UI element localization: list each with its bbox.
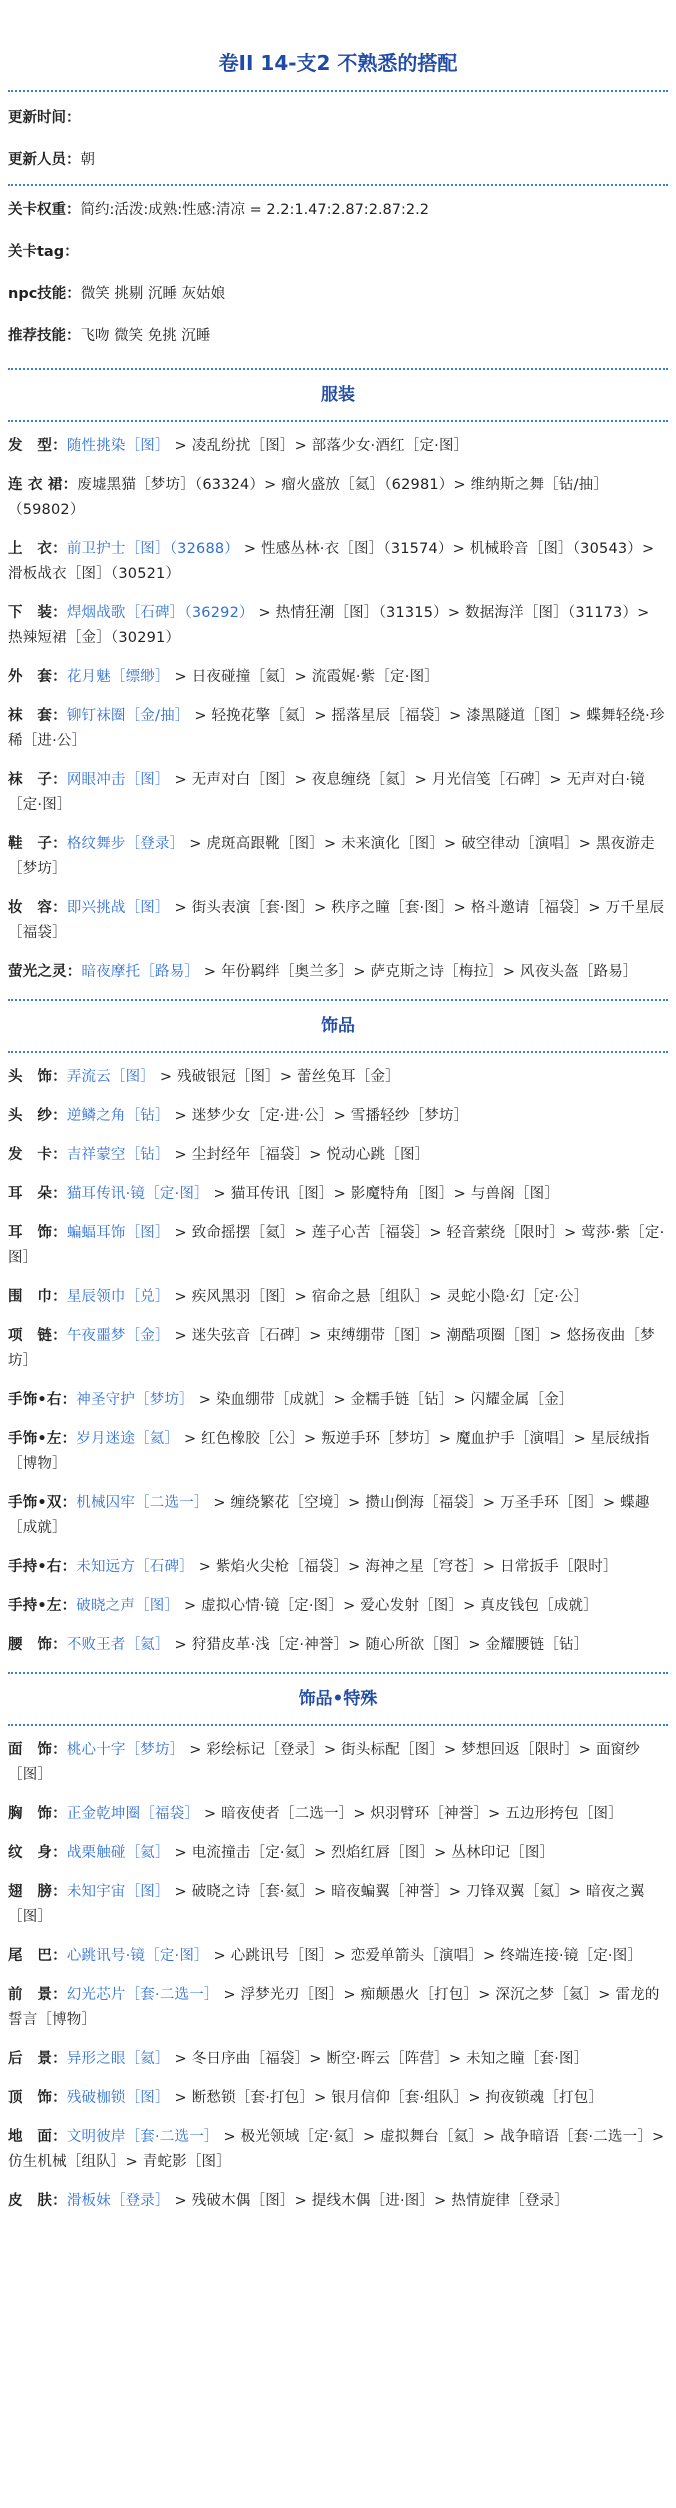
stage-key: 关卡tag： bbox=[8, 244, 79, 260]
slot-label: 皮 肤： bbox=[8, 2193, 67, 2209]
slot-label: 下 装： bbox=[8, 605, 67, 621]
recommended-item-link[interactable]: 正金乾坤圈［福袋］ bbox=[66, 1806, 200, 1822]
alternative-items: > 紫焰火尖枪［福袋］> 海神之星［穹苍］> 日常扳手［限时］ bbox=[198, 1559, 618, 1575]
alternative-items: > 性感丛林·衣［图］（31574）> 机械聆音［图］（30543）> 滑板战衣［图］（30521） bbox=[8, 541, 655, 582]
slot-label: 头 纱： bbox=[8, 1108, 67, 1124]
slot-label: 袜 套： bbox=[8, 708, 67, 724]
slot-label: 面 饰： bbox=[8, 1742, 67, 1758]
slot-label: 耳 朵： bbox=[8, 1186, 67, 1202]
item-row bbox=[4, 1285, 672, 1310]
slot-label: 发 型： bbox=[8, 438, 67, 454]
recommended-item-link[interactable]: 星辰领巾［兑］ bbox=[66, 1289, 170, 1305]
slot-label: 萤光之灵： bbox=[8, 964, 82, 980]
recommended-item-link[interactable]: 即兴挑战［图］ bbox=[66, 900, 170, 916]
recommended-item-link[interactable]: 格纹舞步［登录］ bbox=[66, 836, 185, 852]
recommended-item-link[interactable]: 岁月迷途［氦］ bbox=[76, 1431, 180, 1447]
item-row bbox=[4, 1182, 672, 1207]
item-row bbox=[4, 2047, 672, 2072]
recommended-item-link[interactable]: 猫耳传讯·镜［定·图］ bbox=[66, 1186, 209, 1202]
slot-label: 尾 巴： bbox=[8, 1948, 67, 1964]
item-row bbox=[4, 1633, 672, 1658]
item-row bbox=[4, 1388, 672, 1413]
section-title: 饰品 bbox=[321, 1016, 355, 1036]
alternative-items: > 致命摇摆［氦］> 莲子心苦［福袋］> 轻音萦绕［限时］> 莺莎·紫［定·图］ bbox=[8, 1225, 665, 1266]
alternative-items: > 缠绕繁花［空境］> 攒山倒海［福袋］> 万圣手环［图］> 蝶趣［成就］ bbox=[8, 1495, 650, 1536]
alternative-items: > 心跳讯号［图］> 恋爱单箭头［演唱］> 终端连接·镜［定·图］ bbox=[213, 1948, 643, 1964]
alternative-items: > 年份羁绊［奥兰多］> 萨克斯之诗［梅拉］> 风夜头盔［路易］ bbox=[203, 964, 638, 980]
slot-label: 鞋 子： bbox=[8, 836, 67, 852]
slot-label: 手饰•左： bbox=[8, 1431, 77, 1447]
recommended-item-link[interactable]: 未知远方［石碑］ bbox=[76, 1559, 194, 1575]
meta-line bbox=[4, 108, 672, 128]
recommended-item-link[interactable]: 铆钉袜圈［金/抽］ bbox=[66, 708, 190, 724]
recommended-item-link[interactable]: 滑板妹［登录］ bbox=[66, 2193, 170, 2209]
item-row bbox=[4, 1880, 672, 1930]
slot-label: 上 衣： bbox=[8, 541, 67, 557]
item-row bbox=[4, 704, 672, 754]
slot-label: 翅 膀： bbox=[8, 1884, 67, 1900]
alternative-items: > 虎斑高跟靴［图］> 未来演化［图］> 破空律动［演唱］> 黑夜游走［梦坊］ bbox=[8, 836, 655, 877]
slot-label: 后 景： bbox=[8, 2051, 67, 2067]
slot-label: 围 巾： bbox=[8, 1289, 67, 1305]
alternative-items: > 热情狂潮［图］（31315）> 数据海洋［图］（31173）> 热辣短裙［金］（30291） bbox=[8, 605, 650, 646]
alternative-items: > 红色橡胶［公］> 叛逆手环［梦坊］> 魔血护手［演唱］> 星辰绒指［博物］ bbox=[8, 1431, 650, 1472]
slot-label: 耳 饰： bbox=[8, 1225, 67, 1241]
stage-line bbox=[4, 242, 672, 262]
item-row bbox=[4, 2125, 672, 2175]
slot-label: 发 卡： bbox=[8, 1147, 67, 1163]
alternative-items: > 疾风黑羽［图］> 宿命之悬［组队］> 灵蛇小隐·幻［定·公］ bbox=[174, 1289, 589, 1305]
item-row bbox=[4, 434, 672, 459]
slot-label: 外 套： bbox=[8, 669, 67, 685]
item-row bbox=[4, 601, 672, 651]
recommended-item-link[interactable]: 午夜噩梦［金］ bbox=[66, 1328, 170, 1344]
stage-line bbox=[4, 284, 672, 304]
recommended-item-link[interactable]: 桃心十字［梦坊］ bbox=[66, 1742, 185, 1758]
meta-block bbox=[4, 108, 672, 170]
meta-key: 更新人员： bbox=[8, 152, 81, 168]
alternative-items: > 凌乱纷扰［图］> 部落少女·酒红［定·图］ bbox=[174, 438, 469, 454]
item-row bbox=[4, 473, 672, 523]
item-row bbox=[4, 665, 672, 690]
recommended-item-link[interactable]: 破晓之声［图］ bbox=[76, 1598, 180, 1614]
item-row bbox=[4, 1594, 672, 1619]
alternative-items: > 破晓之诗［套·氦］> 暗夜蝙翼［神誉］> 刀锋双翼［氦］> 暗夜之翼［图］ bbox=[8, 1884, 645, 1925]
recommended-item-link[interactable]: 文明彼岸［套·二选一］ bbox=[66, 2129, 219, 2145]
slot-label: 腰 饰： bbox=[8, 1637, 67, 1653]
alternative-items: > 极光领域［定·氦］> 虚拟舞台［氦］> 战争暗语［套·二选一］> 仿生机械［组队］> 青蛇影［图］ bbox=[8, 2129, 665, 2170]
alternative-items: > 狩猎皮革·浅［定·神誉］> 随心所欲［图］> 金耀腰链［钻］ bbox=[174, 1637, 589, 1653]
stage-line bbox=[4, 326, 672, 346]
alternative-items: > 无声对白［图］> 夜息缠绕［氦］> 月光信笺［石碑］> 无声对白·镜［定·图］ bbox=[8, 772, 645, 813]
recommended-item-link[interactable]: 不败王者［氦］ bbox=[66, 1637, 170, 1653]
sections bbox=[4, 368, 672, 2214]
recommended-item-link[interactable]: 异形之眼［氦］ bbox=[66, 2051, 170, 2067]
slot-label: 前 景： bbox=[8, 1987, 67, 2003]
recommended-item-link[interactable]: 前卫护士［图］（32688） bbox=[66, 541, 239, 557]
slot-label: 地 面： bbox=[8, 2129, 67, 2145]
slot-label: 胸 饰： bbox=[8, 1806, 67, 1822]
alternative-items: > 街头表演［套·图］> 秩序之瞳［套·图］> 格斗邀请［福袋］> 万千星辰［福袋］ bbox=[8, 900, 665, 941]
page-title: 卷II 14-支2 不熟悉的搭配 bbox=[218, 51, 458, 75]
alternative-items: > 彩绘标记［登录］> 街头标配［图］> 梦想回返［限时］> 面窗纱［图］ bbox=[8, 1742, 641, 1783]
alternative-items: > 冬日序曲［福袋］> 断空·晖云［阵营］> 未知之瞳［套·图］ bbox=[174, 2051, 589, 2067]
stage-line bbox=[4, 200, 672, 220]
item-row bbox=[4, 768, 672, 818]
item-row bbox=[4, 537, 672, 587]
item-row bbox=[4, 1491, 672, 1541]
section-title: 饰品•特殊 bbox=[298, 1689, 378, 1709]
meta-value: 朝 bbox=[80, 152, 95, 168]
alternative-items: > 尘封经年［福袋］> 悦动心跳［图］ bbox=[174, 1147, 430, 1163]
item-row bbox=[4, 1104, 672, 1129]
recommended-item-link[interactable]: 逆鳞之角［钻］ bbox=[66, 1108, 170, 1124]
item-row bbox=[4, 832, 672, 882]
recommended-item-link[interactable]: 弄流云［图］ bbox=[66, 1069, 156, 1085]
item-row bbox=[4, 1143, 672, 1168]
item-row bbox=[4, 896, 672, 946]
recommended-item-link[interactable]: 暗夜摩托［路易］ bbox=[81, 964, 200, 980]
alternative-items: > 染血绷带［成就］> 金糯手链［钻］> 闪耀金属［金］ bbox=[198, 1392, 574, 1408]
item-row bbox=[4, 1738, 672, 1788]
item-row bbox=[4, 1802, 672, 1827]
recommended-item-link[interactable]: 吉祥蒙空［钻］ bbox=[66, 1147, 170, 1163]
alternative-items: > 残破木偶［图］> 提线木偶［进·图］> 热情旋律［登录］ bbox=[174, 2193, 569, 2209]
stage-key: 推荐技能： bbox=[8, 328, 81, 344]
item-row bbox=[4, 1221, 672, 1271]
alternative-items: > 迷梦少女［定·进·公］> 雪播轻纱［梦坊］ bbox=[174, 1108, 469, 1124]
slot-label: 连 衣 裙： bbox=[8, 477, 78, 493]
stage-block bbox=[4, 200, 672, 346]
recommended-item-link[interactable]: 幻光芯片［套·二选一］ bbox=[66, 1987, 219, 2003]
recommended-item-link[interactable]: 残破枷锁［图］ bbox=[66, 2090, 170, 2106]
slot-label: 手饰•右： bbox=[8, 1392, 77, 1408]
meta-line bbox=[4, 150, 672, 170]
recommended-item-link[interactable]: 蝙蝠耳饰［图］ bbox=[66, 1225, 170, 1241]
alternative-items: > 轻挽花擎［氦］> 摇落星辰［福袋］> 漆黑隧道［图］> 蝶舞轻绕·珍稀［进·公］ bbox=[8, 708, 665, 749]
recommended-item-link[interactable]: 未知宇宙［图］ bbox=[66, 1884, 170, 1900]
item-row bbox=[4, 1065, 672, 1090]
recommended-item-link[interactable]: 随性挑染［图］ bbox=[66, 438, 170, 454]
slot-label: 手饰•双： bbox=[8, 1495, 77, 1511]
alternative-items: > 猫耳传讯［图］> 影魔特角［图］> 与兽阁［图］ bbox=[213, 1186, 560, 1202]
alternative-items: > 虚拟心情·镜［定·图］> 爱心发射［图］> 真皮钱包［成就］ bbox=[184, 1598, 598, 1614]
meta-key: 更新时间： bbox=[8, 110, 81, 126]
item-row bbox=[4, 1555, 672, 1580]
item-row bbox=[4, 2086, 672, 2111]
recommended-item-link[interactable]: 战栗触碰［氦］ bbox=[66, 1845, 170, 1861]
item-row bbox=[4, 1841, 672, 1866]
item-row bbox=[4, 1983, 672, 2033]
stage-value: 微笑 挑剔 沉睡 灰姑娘 bbox=[80, 286, 226, 302]
slot-label: 顶 饰： bbox=[8, 2090, 67, 2106]
item-row bbox=[4, 1427, 672, 1477]
recommended-item-link[interactable]: 焊烟战歌［石碑］（36292） bbox=[66, 605, 254, 621]
section-title: 服装 bbox=[321, 385, 355, 405]
recommended-item-link[interactable]: 网眼冲击［图］ bbox=[66, 772, 170, 788]
stage-key: npc技能： bbox=[8, 286, 81, 302]
alternative-items: > 暗夜使者［二选一］> 炽羽臂环［神誉］> 五边形挎包［图］ bbox=[203, 1806, 623, 1822]
recommended-item-link[interactable]: 心跳讯号·镜［定·图］ bbox=[66, 1948, 209, 1964]
alternative-items: > 迷失弦音［石碑］> 束缚绷带［图］> 潮酷项圈［图］> 悠扬夜曲［梦坊］ bbox=[8, 1328, 655, 1369]
alternative-items: > 残破银冠［图］> 蕾丝兔耳［金］ bbox=[159, 1069, 400, 1085]
slot-label: 袜 子： bbox=[8, 772, 67, 788]
slot-label: 项 链： bbox=[8, 1328, 67, 1344]
stage-key: 关卡权重： bbox=[8, 202, 81, 218]
alternative-items: 废墟黑猫［梦坊］（63324）> 瘤火盛放［氦］（62981）> 维纳斯之舞［钻/抽］（59802） bbox=[8, 477, 609, 518]
slot-label: 纹 身： bbox=[8, 1845, 67, 1861]
alternative-items: > 日夜碰撞［氦］> 流霞娓·紫［定·图］ bbox=[174, 669, 439, 685]
item-row bbox=[4, 1944, 672, 1969]
item-row bbox=[4, 960, 672, 985]
item-row bbox=[4, 2189, 672, 2214]
slot-label: 头 饰： bbox=[8, 1069, 67, 1085]
slot-label: 手持•右： bbox=[8, 1559, 77, 1575]
stage-value: 简约:活泼:成熟:性感:清凉 = 2.2:1.47:2.87:2.87:2.2 bbox=[80, 202, 429, 218]
recommended-item-link[interactable]: 机械囚牢［二选一］ bbox=[76, 1495, 209, 1511]
slot-label: 手持•左： bbox=[8, 1598, 77, 1614]
recommended-item-link[interactable]: 花月魅［缥缈］ bbox=[66, 669, 170, 685]
alternative-items: > 电流撞击［定·氦］> 烈焰红唇［图］> 丛林印记［图］ bbox=[174, 1845, 555, 1861]
alternative-items: > 断愁锁［套·打包］> 银月信仰［套·组队］> 拘夜锁魂［打包］ bbox=[174, 2090, 604, 2106]
recommended-item-link[interactable]: 神圣守护［梦坊］ bbox=[76, 1392, 194, 1408]
alternative-items: > 浮梦光刃［图］> 痴颠愚火［打包］> 深沉之梦［氦］> 雷龙的誓言［博物］ bbox=[8, 1987, 660, 2028]
stage-value: 飞吻 微笑 免挑 沉睡 bbox=[80, 328, 211, 344]
slot-label: 妆 容： bbox=[8, 900, 67, 916]
item-row bbox=[4, 1324, 672, 1374]
